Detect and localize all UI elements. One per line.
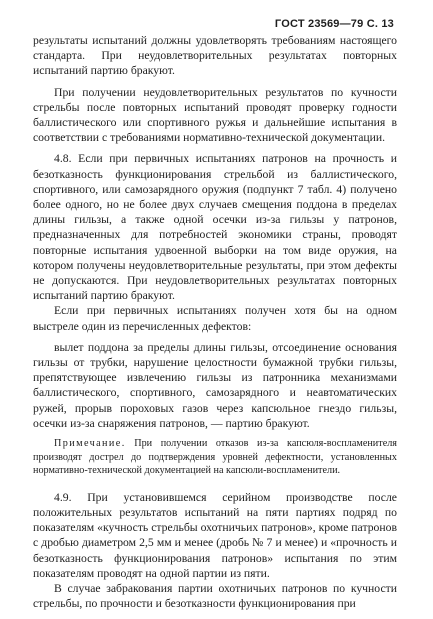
paragraph-continuation: результаты испытаний должны удовлетворять требованиям настоящего стандарта. При неудовлетворительных результатах повторных испытаний партию бракуют. [33,34,397,78]
clause-4-8: 4.8. Если при первичных испытаниях патронов на прочность и безотказность функционирования стрельбой из баллистического, спортивного, или самозарядного оружия (подпункт 7 табл. 4) получено более одного, но не более двух случаев смещения поддона в пределах длины гильзы, а также одной осечки из-за гильзы у патронов, предназначенных для потребностей экономики страны, проводят повторные испытания удвоенной выборки на том виде оружия, на котором получены неудовлетворительные результаты, при этом дефекты не допускаются. При неудовлетворительных результатах повторных испытаний партию бракуют. [33,152,397,303]
clause-4-9: 4.9. При установившемся серийном производстве после положительных результатов испытаний на пяти партиях подряд по показателям «кучность стрельбы охотничьих патронов», кроме патронов с дробью диаметром 2,5 мм и менее (дробь № 7 и менее) и «прочность и безотказность функционирования патронов» испытания по этим показателям проводят на одной партии из пяти. [33,490,397,580]
note-text: При получении отказов из-за капсюля-воспламенителя производят дострел до подтверждения уровней дефектности, установленных нормативно-технической документацией на капсюли-воспламенители. [33,438,397,477]
note-label: Примечание. [54,438,126,450]
note-block [33,437,397,478]
paragraph-accuracy-failure: При получении неудовлетворительных результатов по кучности стрельбы после повторных испытаний проводят проверку годности баллистического или спортивного ружья и дальнейшие испытания в соответствии с требованиями нормативно-технической документации. [33,85,397,145]
paragraph-defects-intro: Если при первичных испытаниях получен хотя бы на одном выстреле один из перечисленных дефектов: [33,304,397,333]
page-body [33,33,397,611]
page-header: ГОСТ 23569—79 С. 13 [274,18,394,30]
paragraph-defects-list: вылет поддона за пределы длины гильзы, отсоединение основания гильзы от трубки, нарушение целостности бумажной трубки гильзы, препятствующее извлечению гильзы из патронника механизмами баллистического, спортивного, самозарядного и неавтоматических ружей, прорыв пороховых газов через капсюльное гнездо гильзы, осечки из-за снаряжения патронов, — партию бракуют. [33,340,397,430]
paragraph-rejection: В случае забракования партии охотничьих патронов по кучности стрельбы, по прочности и безотказности функционирования при [33,582,397,611]
